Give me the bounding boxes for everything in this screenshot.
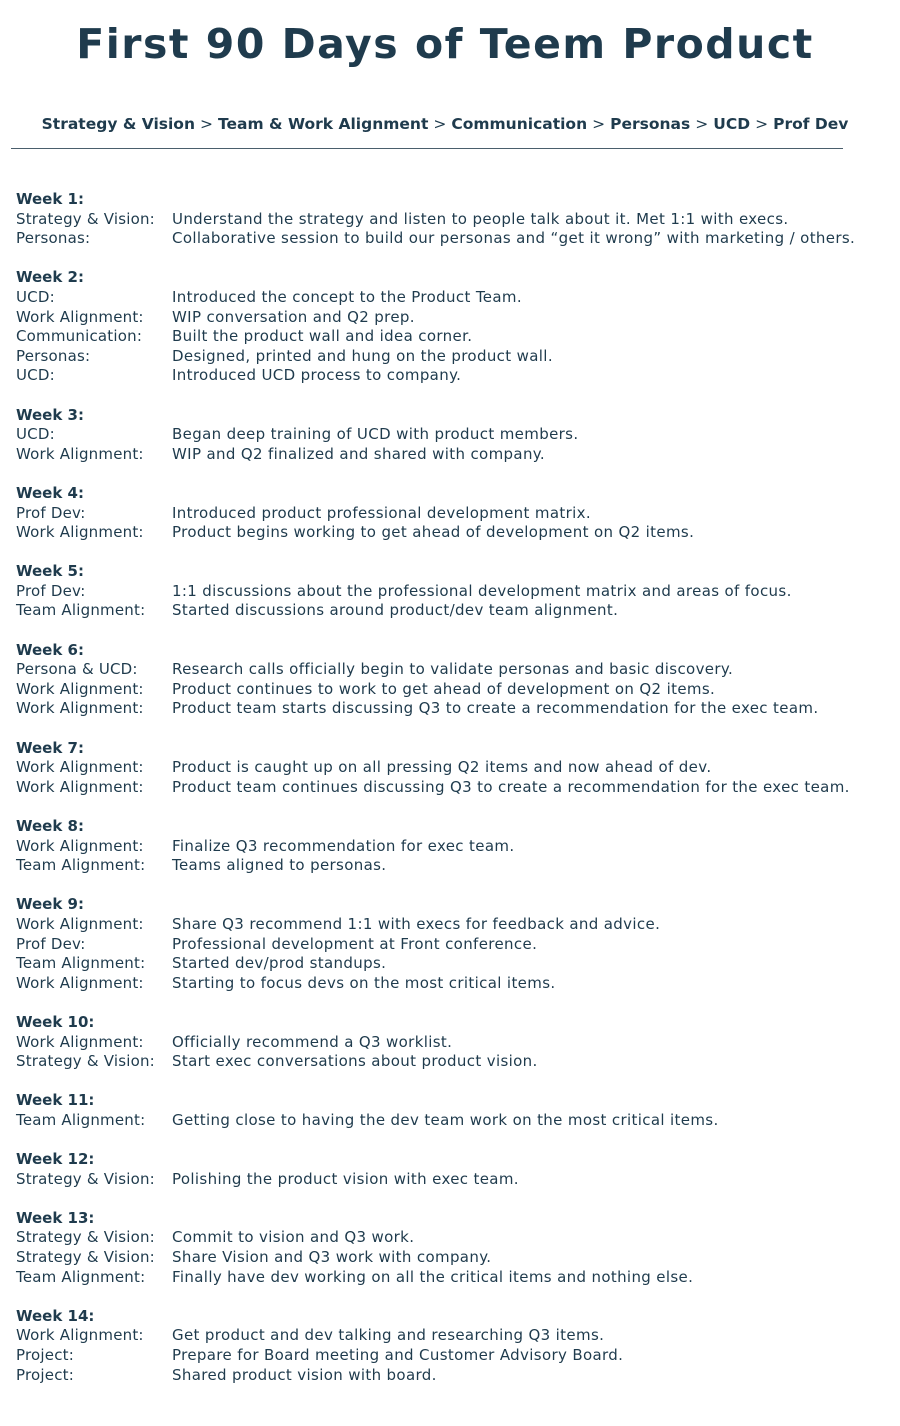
entry-category: Personas: xyxy=(16,229,91,248)
week-section xyxy=(16,484,896,543)
page-title: First 90 Days of Teem Product xyxy=(76,20,814,68)
week-heading: Week 6: xyxy=(16,640,84,659)
week-section xyxy=(16,739,896,798)
entry-text: Finally have dev working on all the critical items and nothing else. xyxy=(172,1267,694,1286)
entry-text: Built the product wall and idea corner. xyxy=(172,327,473,346)
weeks-list xyxy=(16,190,896,1405)
week-entry xyxy=(16,366,896,386)
entry-category: Work Alignment: xyxy=(16,973,144,992)
entry-text: WIP and Q2 finalized and shared with company. xyxy=(172,444,546,463)
entry-text: Began deep training of UCD with product members. xyxy=(172,425,579,444)
entry-category: Prof Dev: xyxy=(16,503,86,522)
entry-category: Prof Dev: xyxy=(16,934,86,953)
week-entry xyxy=(16,1033,896,1053)
entry-text: 1:1 discussions about the professional development matrix and areas of focus. xyxy=(172,581,792,600)
week-heading: Week 1: xyxy=(16,190,84,208)
entry-text: Starting to focus devs on the most critical items. xyxy=(172,973,556,992)
entry-category: Work Alignment: xyxy=(16,699,144,718)
week-section xyxy=(16,406,896,465)
week-heading: Week 2: xyxy=(16,268,84,287)
entry-text: Share Vision and Q3 work with company. xyxy=(172,1248,492,1267)
entry-category: Team Alignment: xyxy=(16,601,146,620)
week-entry xyxy=(16,680,896,700)
entry-text: Research calls officially begin to validate personas and basic discovery. xyxy=(172,660,734,679)
week-entry xyxy=(16,935,896,955)
week-heading: Week 4: xyxy=(16,483,84,502)
week-entry xyxy=(16,1326,896,1346)
entry-category: Persona & UCD: xyxy=(16,660,138,679)
entry-text: Started discussions around product/dev team alignment. xyxy=(172,601,619,620)
entry-text: Introduced the concept to the Product Team. xyxy=(172,287,522,306)
entry-text: Start exec conversations about product vision. xyxy=(172,1052,538,1071)
breadcrumb-separator: > xyxy=(755,115,769,133)
week-entry xyxy=(16,1248,896,1268)
week-section xyxy=(16,1209,896,1287)
week-entry xyxy=(16,837,896,857)
week-entry xyxy=(16,504,896,524)
entry-category: Project: xyxy=(16,1346,74,1365)
breadcrumb-item: UCD xyxy=(713,115,751,133)
entry-text: Started dev/prod standups. xyxy=(172,954,387,973)
week-entry xyxy=(16,1170,896,1190)
entry-category: Work Alignment: xyxy=(16,1326,144,1345)
entry-category: Work Alignment: xyxy=(16,777,144,796)
week-entry xyxy=(16,288,896,308)
entry-category: Team Alignment: xyxy=(16,856,146,875)
week-heading: Week 5: xyxy=(16,562,84,581)
entry-category: Strategy & Vision: xyxy=(16,1169,155,1188)
entry-category: Prof Dev: xyxy=(16,581,86,600)
entry-category: UCD: xyxy=(16,287,55,306)
entry-text: Designed, printed and hung on the product wall. xyxy=(172,346,553,365)
week-section xyxy=(16,895,896,993)
week-section xyxy=(16,1307,896,1385)
entry-text: Officially recommend a Q3 worklist. xyxy=(172,1032,453,1051)
week-heading: Week 12: xyxy=(16,1150,95,1169)
week-heading: Week 7: xyxy=(16,738,84,757)
entry-category: Strategy & Vision: xyxy=(16,209,155,228)
week-entry xyxy=(16,601,896,621)
week-entry xyxy=(16,210,896,230)
entry-text: Polishing the product vision with exec team. xyxy=(172,1169,519,1188)
entry-category: Work Alignment: xyxy=(16,307,144,326)
week-entry xyxy=(16,660,896,680)
breadcrumb-item: Strategy & Vision xyxy=(41,115,195,133)
week-heading: Week 9: xyxy=(16,895,84,914)
entry-category: Work Alignment: xyxy=(16,679,144,698)
week-heading: Week 10: xyxy=(16,1012,95,1031)
week-entry xyxy=(16,582,896,602)
entry-text: Product begins working to get ahead of development on Q2 items. xyxy=(172,523,695,542)
week-entry xyxy=(16,445,896,465)
entry-category: Strategy & Vision: xyxy=(16,1248,155,1267)
entry-category: Team Alignment: xyxy=(16,954,146,973)
entry-category: Personas: xyxy=(16,346,91,365)
entry-category: Work Alignment: xyxy=(16,836,144,855)
week-entry xyxy=(16,954,896,974)
week-entry xyxy=(16,915,896,935)
week-entry xyxy=(16,778,896,798)
entry-text: Introduced UCD process to company. xyxy=(172,366,462,385)
breadcrumb-separator: > xyxy=(200,115,213,133)
entry-category: Work Alignment: xyxy=(16,914,144,933)
week-heading: Week 8: xyxy=(16,817,84,835)
entry-category: Work Alignment: xyxy=(16,444,144,463)
entry-text: Prepare for Board meeting and Customer Advisory Board. xyxy=(172,1346,624,1365)
breadcrumb-item: Communication xyxy=(451,115,588,133)
week-section xyxy=(16,562,896,621)
entry-category: Work Alignment: xyxy=(16,523,144,542)
entry-text: Get product and dev talking and researching Q3 items. xyxy=(172,1326,605,1345)
week-entry xyxy=(16,1052,896,1072)
week-heading: Week 14: xyxy=(16,1306,95,1325)
week-entry xyxy=(16,856,896,876)
week-entry xyxy=(16,425,896,445)
entry-text: Finalize Q3 recommendation for exec team. xyxy=(172,836,515,855)
entry-text: Collaborative session to build our personas and “get it wrong” with marketing / others. xyxy=(172,229,856,248)
breadcrumb xyxy=(0,113,890,135)
week-entry xyxy=(16,699,896,719)
entry-category: Work Alignment: xyxy=(16,1032,144,1051)
week-entry xyxy=(16,229,896,249)
entry-category: Team Alignment: xyxy=(16,1110,146,1129)
week-entry xyxy=(16,327,896,347)
entry-text: Introduced product professional development matrix. xyxy=(172,503,591,522)
entry-category: Communication: xyxy=(16,327,143,346)
breadcrumb-separator: > xyxy=(695,115,709,133)
entry-text: Commit to vision and Q3 work. xyxy=(172,1228,415,1247)
entry-category: UCD: xyxy=(16,366,55,385)
week-section xyxy=(16,268,896,386)
week-entry xyxy=(16,1366,896,1386)
breadcrumb-item: Personas xyxy=(610,115,691,133)
entry-category: Work Alignment: xyxy=(16,758,144,777)
entry-text: Teams aligned to personas. xyxy=(172,856,387,875)
week-entry xyxy=(16,347,896,367)
entry-text: Shared product vision with board. xyxy=(172,1365,437,1384)
divider xyxy=(11,148,843,149)
week-entry xyxy=(16,974,896,994)
week-section xyxy=(16,641,896,719)
week-section xyxy=(16,1150,896,1189)
week-section xyxy=(16,190,896,249)
entry-text: Product continues to work to get ahead of development on Q2 items. xyxy=(172,679,716,698)
breadcrumb-item: Team & Work Alignment xyxy=(218,115,429,133)
week-entry xyxy=(16,308,896,328)
entry-text: Share Q3 recommend 1:1 with execs for feedback and advice. xyxy=(172,914,661,933)
entry-text: Product team starts discussing Q3 to create a recommendation for the exec team. xyxy=(172,699,819,718)
breadcrumb-separator: > xyxy=(592,115,606,133)
breadcrumb-separator: > xyxy=(433,115,447,133)
week-entry xyxy=(16,1111,896,1131)
week-heading: Week 3: xyxy=(16,405,84,424)
entry-text: Product is caught up on all pressing Q2 items and now ahead of dev. xyxy=(172,758,712,777)
week-heading: Week 11: xyxy=(16,1091,95,1110)
entry-text: WIP conversation and Q2 prep. xyxy=(172,307,415,326)
entry-category: UCD: xyxy=(16,425,55,444)
week-entry xyxy=(16,523,896,543)
week-section xyxy=(16,1013,896,1072)
week-entry xyxy=(16,1346,896,1366)
entry-category: Strategy & Vision: xyxy=(16,1228,155,1247)
entry-text: Professional development at Front conference. xyxy=(172,934,538,953)
week-entry xyxy=(16,1268,896,1288)
entry-category: Project: xyxy=(16,1365,74,1384)
entry-text: Product team continues discussing Q3 to create a recommendation for the exec team. xyxy=(172,777,850,796)
entry-text: Getting close to having the dev team work on the most critical items. xyxy=(172,1110,719,1129)
week-entry xyxy=(16,1228,896,1248)
entry-text: Understand the strategy and listen to people talk about it. Met 1:1 with execs. xyxy=(172,209,789,228)
week-section xyxy=(16,1091,896,1130)
breadcrumb-item: Prof Dev xyxy=(773,115,849,133)
week-entry xyxy=(16,758,896,778)
week-heading: Week 13: xyxy=(16,1208,95,1227)
entry-category: Team Alignment: xyxy=(16,1267,146,1286)
entry-category: Strategy & Vision: xyxy=(16,1052,155,1071)
week-section xyxy=(16,817,896,876)
